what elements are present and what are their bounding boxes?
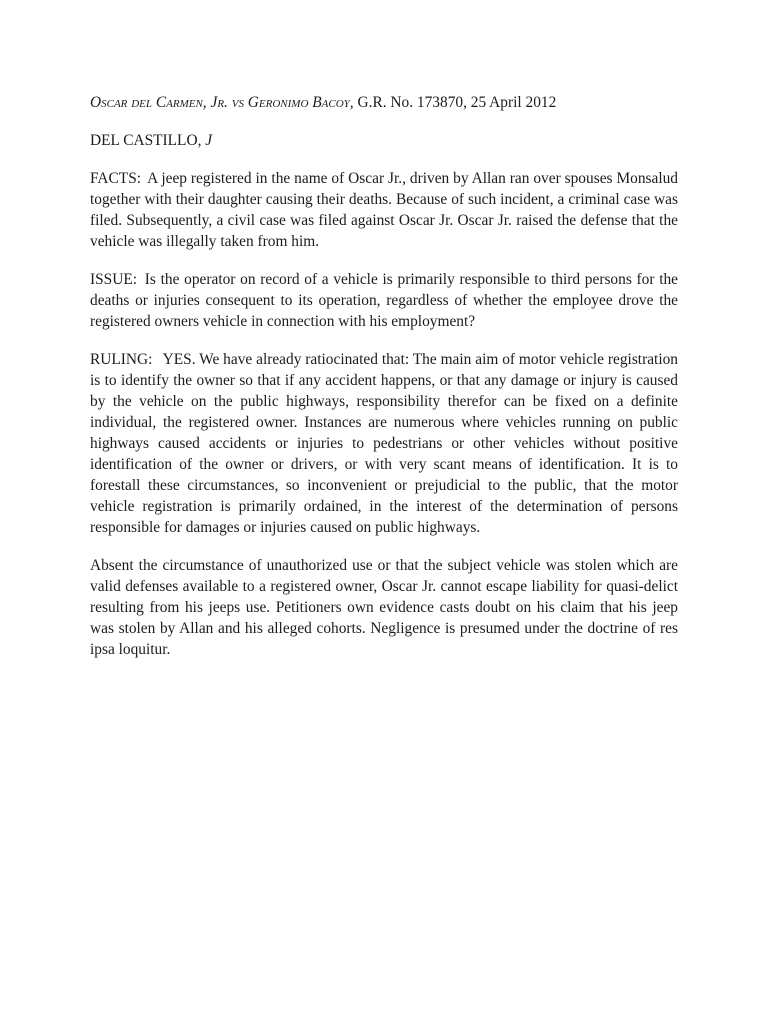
conclusion-text: Absent the circumstance of unauthorized use or that the subject vehicle was stolen which are valid defenses available to a registered owner, Oscar Jr. cannot escape liability for quasi-delict resulting from his jeeps use. Petitioners own evidence casts doubt on his claim that his jeep was stolen by Allan and his alleged cohorts. Negligence is presumed under the doctrine of res ipsa loquitur. (90, 557, 678, 658)
issue-text: Is the operator on record of a vehicle is primarily responsible to third persons for the deaths or injuries consequent to its operation, regardless of whether the employee drove the registered owners vehicle in connection with his employment? (90, 271, 678, 330)
ruling-paragraph (90, 349, 678, 538)
ponente-name: DEL CASTILLO, (90, 132, 202, 149)
facts-label: FACTS: (90, 170, 142, 187)
case-citation: G.R. No. 173870, 25 April 2012 (357, 94, 557, 111)
ruling-label: RULING: (90, 351, 153, 368)
conclusion-paragraph (90, 555, 678, 660)
case-name: Oscar del Carmen, Jr. vs Geronimo Bacoy, (90, 94, 354, 111)
facts-text: A jeep registered in the name of Oscar Jr., driven by Allan ran over spouses Monsalud together with their daughter causing their deaths. Because of such incident, a criminal case was filed. Subsequently, a civil case was filed against Oscar Jr. Oscar Jr. raised the defense that the vehicle was illegally taken from him. (90, 170, 679, 250)
case-digest (90, 92, 678, 677)
ruling-answer: YES. (162, 351, 196, 368)
ponente-line (90, 130, 678, 151)
ruling-text: We have already ratiocinated that: The main aim of motor vehicle registration is to identify the owner so that if any accident happens, or that any damage or injury is caused by the vehicle on the public highways, responsibility therefor can be fixed on a definite individual, the registered owner. Instances are numerous where vehicles running on public highways caused accidents or injuries to pedestrians or other vehicles without positive identification of the owner or drivers, or with very scant means of identification. It is to forestall these circumstances, so inconvenient or prejudicial to the public, that the motor vehicle registration is primarily ordained, in the interest of the determination of persons responsible for damages or injuries caused on public highways. (90, 351, 678, 536)
case-caption (90, 92, 678, 113)
issue-paragraph (90, 269, 678, 332)
facts-paragraph (90, 168, 678, 252)
issue-label: ISSUE: (90, 271, 138, 288)
ponente-title: J (205, 132, 213, 149)
